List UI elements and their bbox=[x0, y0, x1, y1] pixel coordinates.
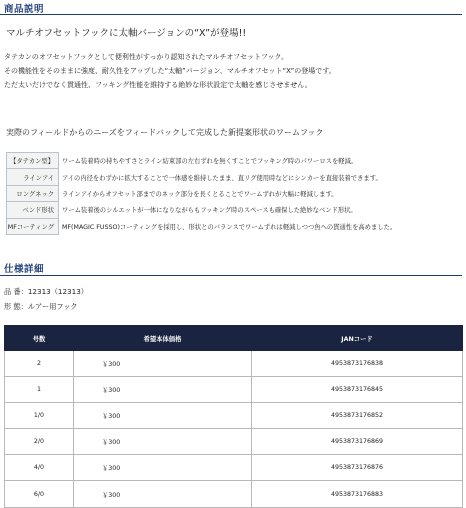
table-row bbox=[5, 351, 463, 377]
jan-cell: 4953873176876 bbox=[252, 455, 463, 481]
feature-row bbox=[7, 202, 460, 218]
size-cell: 1/0 bbox=[5, 403, 74, 429]
jan-cell: 4953873176869 bbox=[252, 429, 463, 455]
jan-cell: 4953873176845 bbox=[252, 377, 463, 403]
feature-text: ワーム装着後のシルエットが一体になりながらもフッキング時のスペースも確保した絶妙なベンド形状。 bbox=[62, 207, 357, 215]
table-row bbox=[5, 481, 463, 507]
feature-label: ロングネック bbox=[7, 185, 59, 201]
size-cell: 2 bbox=[5, 351, 74, 377]
column-header-jan: JANコード bbox=[252, 326, 463, 351]
feature-row bbox=[7, 169, 460, 185]
feature-label: 【タテカン型】 bbox=[7, 153, 59, 169]
feature-text: アイの内径をわずかに拡大することで一体感を維持したまま、直リグ使用時などにシンカーを直接装着できます。 bbox=[62, 174, 382, 182]
price-cell: ￥300 bbox=[74, 377, 252, 403]
section-divider bbox=[0, 275, 462, 276]
product-form: 形 態：ルアー用フック bbox=[4, 302, 78, 311]
size-cell: 6/0 bbox=[5, 481, 74, 507]
table-row bbox=[5, 403, 463, 429]
size-cell: 2/0 bbox=[5, 429, 74, 455]
feature-text: MF(MAGIC FUSSO)コーティングを採用し、形状とのバランスでワームずれは軽減しつつ魚への貫通性を高めました。 bbox=[62, 223, 397, 231]
price-cell: ￥300 bbox=[74, 351, 252, 377]
table-row bbox=[5, 429, 463, 455]
feature-label: ラインアイ bbox=[7, 169, 59, 185]
column-header-size: 号数 bbox=[5, 326, 74, 351]
price-table bbox=[4, 325, 463, 508]
section-title-description: 商品説明 bbox=[4, 4, 45, 15]
price-cell: ￥300 bbox=[74, 403, 252, 429]
item-number: 品 番：12313（12313） bbox=[4, 287, 88, 296]
section-title-specs: 仕様詳細 bbox=[4, 264, 45, 275]
section-divider bbox=[0, 14, 462, 15]
price-table-header bbox=[5, 326, 463, 351]
description-paragraph-1: タテカンのオフセットフックとして便利性がすっかり認知されたマルチオフセットフック。 bbox=[4, 53, 289, 61]
column-header-price: 希望本体価格 bbox=[74, 326, 252, 351]
feature-row bbox=[7, 153, 460, 169]
price-cell: ￥300 bbox=[74, 481, 252, 507]
feature-text: ワーム装着時の持ちやすさとライン結束部の左右ずれを無くすことでフッキング時のパワーロスを軽減。 bbox=[62, 158, 358, 166]
price-cell: ￥300 bbox=[74, 455, 252, 481]
feature-text: ラインアイからオフセット部までのネック部分を長くとることでワームずれが大幅に軽減します。 bbox=[62, 190, 338, 198]
size-cell: 4/0 bbox=[5, 455, 74, 481]
price-cell: ￥300 bbox=[74, 429, 252, 455]
feature-row bbox=[7, 185, 460, 201]
feature-label: ベンド形状 bbox=[7, 202, 59, 218]
description-paragraph-3: ただ太いだけでなく貫通性、フッキング性能を維持する絶妙な形状設定で太軸を感じさせません。 bbox=[4, 81, 312, 89]
jan-cell: 4953873176883 bbox=[252, 481, 463, 507]
product-headline: マルチオフセットフックに太軸バージョンの“X”が登場!! bbox=[6, 28, 247, 39]
size-cell: 1 bbox=[5, 377, 74, 403]
jan-cell: 4953873176852 bbox=[252, 403, 463, 429]
table-row bbox=[5, 455, 463, 481]
description-paragraph-2: その機能性をそのままに強度、耐久性をアップした“太軸”バージョン、マルチオフセット“X”の登場です。 bbox=[4, 67, 336, 75]
features-table bbox=[6, 152, 460, 235]
jan-cell: 4953873176838 bbox=[252, 351, 463, 377]
table-row bbox=[5, 377, 463, 403]
features-subheading: 実際のフィールドからのニーズをフィードバックして完成した新提案形状のワームフック bbox=[6, 128, 324, 137]
feature-row bbox=[7, 218, 460, 234]
feature-label: MFコーティング bbox=[7, 218, 59, 234]
